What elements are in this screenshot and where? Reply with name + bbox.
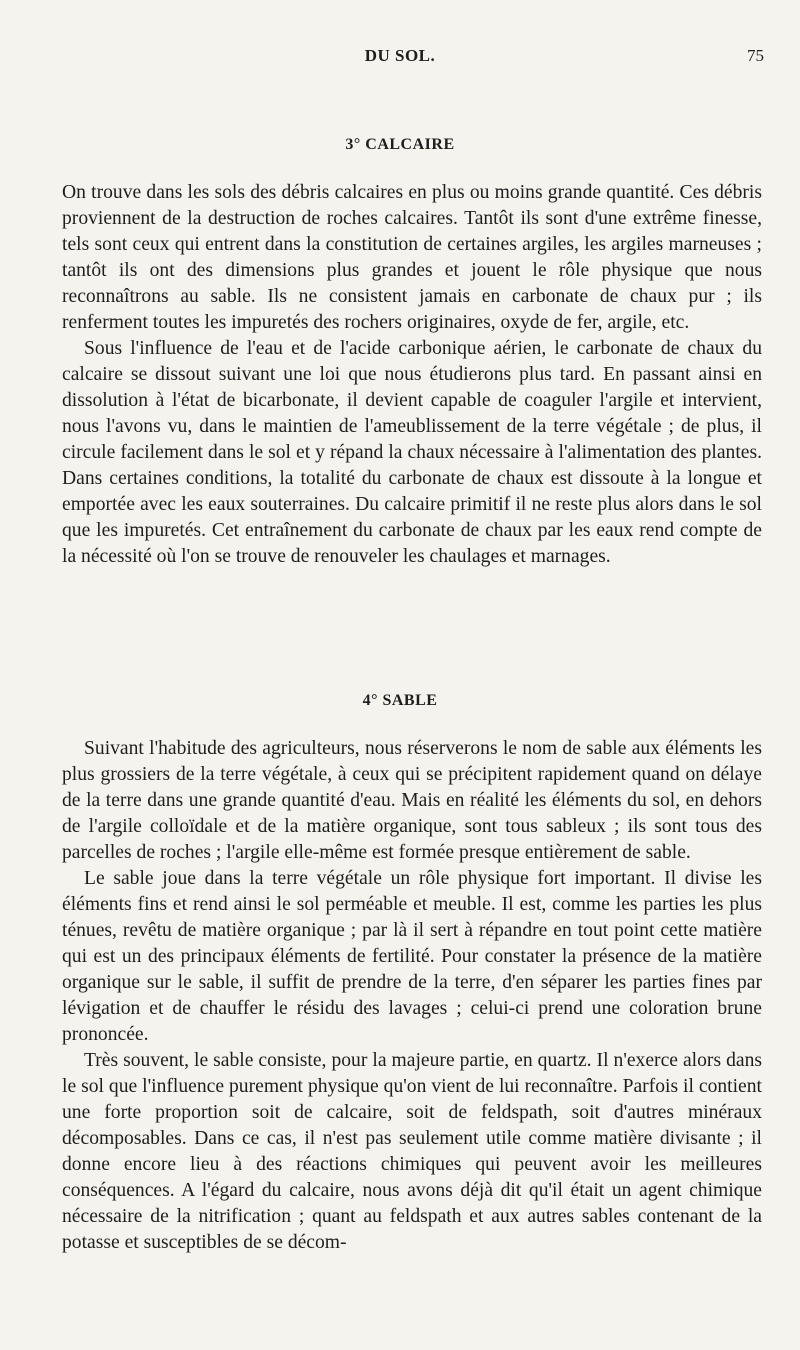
running-head: DU SOL. [364, 46, 436, 65]
paragraph: On trouve dans les sols des débris calcaires en plus ou moins grande quantité. Ces débris proviennent de la destruction de roches calcaires. Tantôt ils sont d'une extrême finesse, tels sont ceux qui entrent dans la constitution de certaines argiles, les argiles marneuses ; tantôt ils ont des dimensions plus grandes et jouent le rôle physique que nous reconnaîtrons au sable. Ils ne consistent jamais en carbonate de chaux pur ; ils renferment toutes les impuretés des rochers originaires, oxyde de fer, argile, etc. [62, 182, 762, 333]
section-title-calcaire: 3° CALCAIRE [345, 136, 455, 153]
section-body-sable [62, 736, 762, 1256]
section-title-sable: 4° SABLE [362, 692, 438, 709]
paragraph: Le sable joue dans la terre végétale un rôle physique fort important. Il divise les éléments fins et rend ainsi le sol perméable et meuble. Il est, comme les parties les plus ténues, revêtu de matière organique ; par là il sert à répandre en tout point cette matière qui est un des principaux éléments de fertilité. Pour constater la présence de la matière organique sur le sable, il suffit de prendre de la terre, d'en séparer les parties fines par lévigation et de chauffer le résidu des lavages ; celui-ci prend une coloration brune prononcée. [62, 868, 762, 1045]
paragraph: Sous l'influence de l'eau et de l'acide carbonique aérien, le carbonate de chaux du calcaire se dissout suivant une loi que nous étudierons plus tard. En passant ainsi en dissolution à l'état de bicarbonate, il devient capable de coaguler l'argile et intervient, nous l'avons vu, dans le maintien de l'ameublissement de la terre végétale ; de plus, il circule facilement dans le sol et y répand la chaux nécessaire à l'alimentation des plantes. Dans certaines conditions, la totalité du carbonate de chaux est dissoute à la longue et emportée avec les eaux souterraines. Du calcaire primitif il ne reste plus alors dans le sol que les impuretés. Cet entraînement du carbonate de chaux par les eaux rend compte de la nécessité où l'on se trouve de renouveler les chaulages et marnages. [62, 338, 762, 567]
page-number: 75 [747, 46, 764, 65]
section-body-calcaire [62, 180, 762, 570]
paragraph: Très souvent, le sable consiste, pour la majeure partie, en quartz. Il n'exerce alors dans le sol que l'influence purement physique qu'on vient de lui reconnaître. Parfois il contient une forte proportion soit de calcaire, soit de feldspath, soit d'autres minéraux décomposables. Dans ce cas, il n'est pas seulement utile comme matière divisante ; il donne encore lieu à des réactions chimiques qui peuvent avoir les meilleures conséquences. A l'égard du calcaire, nous avons déjà dit qu'il était un agent chimique nécessaire de la nitrification ; quant au feldspath et aux autres sables contenant de la potasse et susceptibles de se décom- [62, 1050, 762, 1253]
paragraph: Suivant l'habitude des agriculteurs, nous réserverons le nom de sable aux éléments les plus grossiers de la terre végétale, à ceux qui se précipitent rapidement quand on délaye de la terre dans une grande quantité d'eau. Mais en réalité les éléments du sol, en dehors de l'argile colloïdale et de la matière organique, sont tous sableux ; ils sont tous des parcelles de roches ; l'argile elle-même est formée presque entièrement de sable. [62, 738, 762, 863]
